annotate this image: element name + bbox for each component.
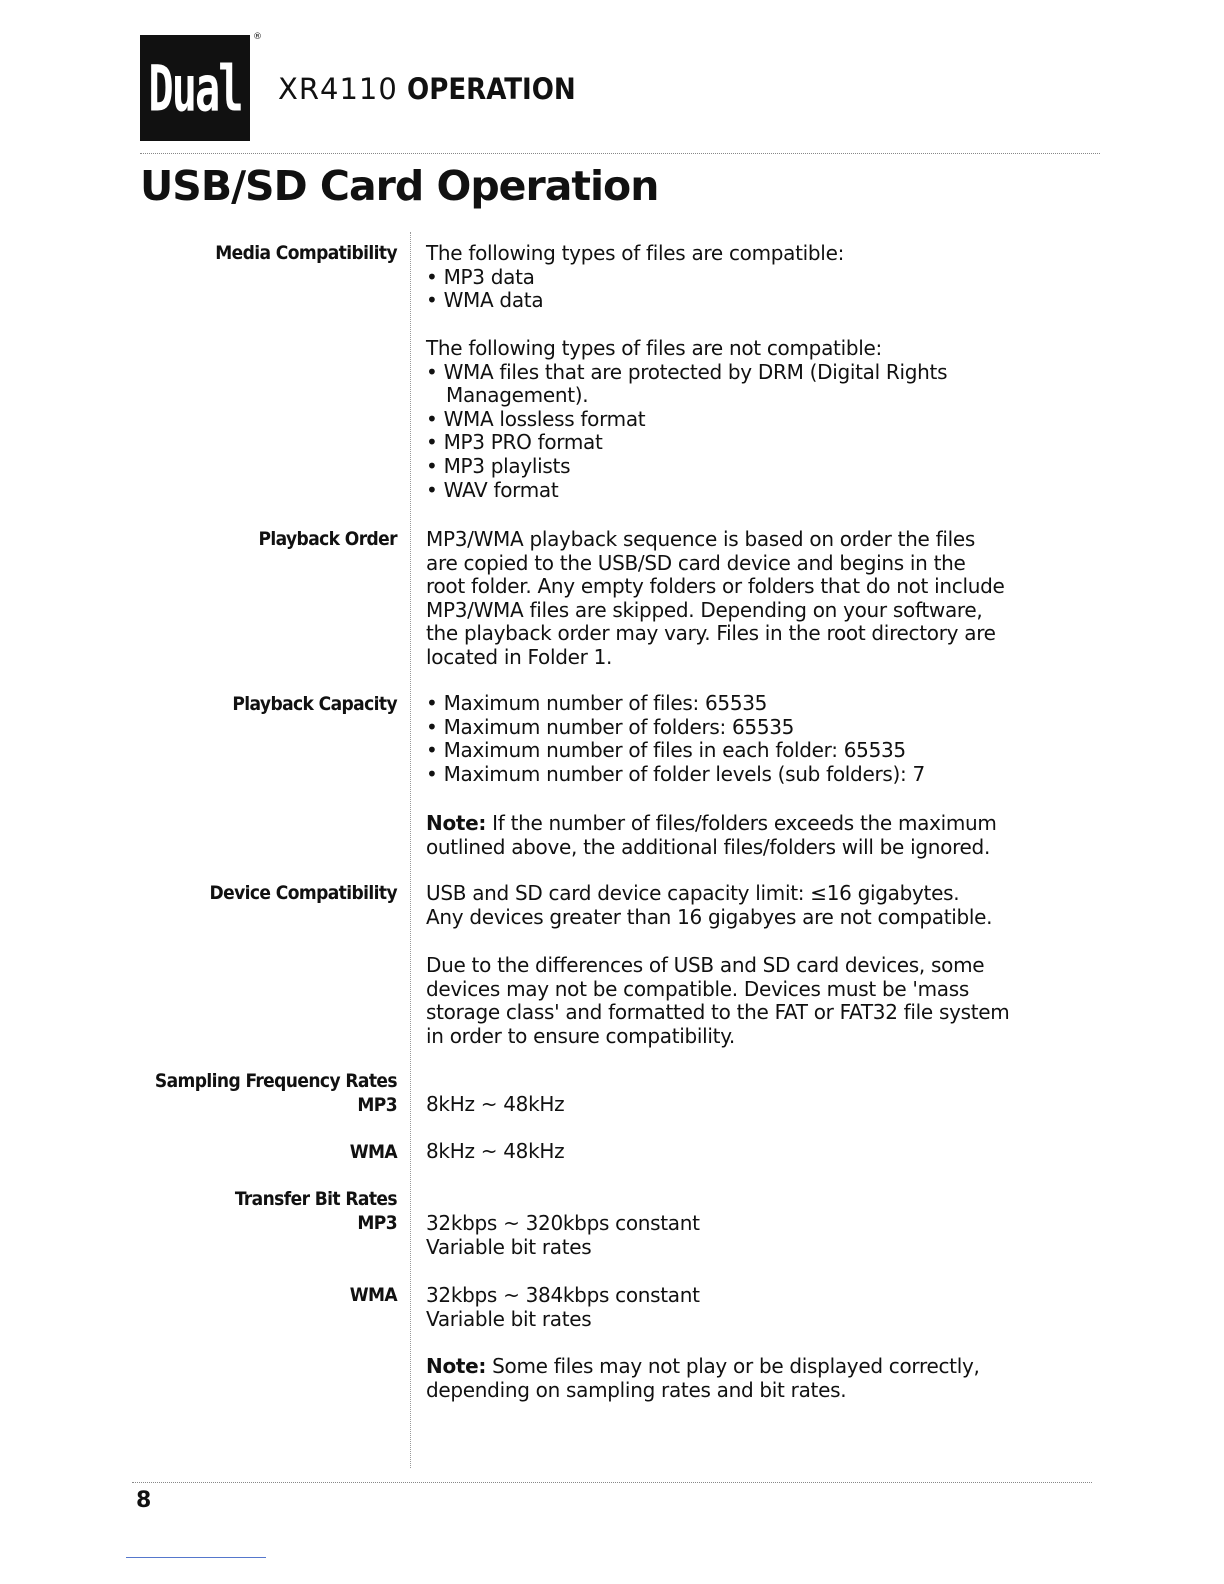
label-playback-order: Playback Order [258,528,397,550]
text-line: root folder. Any empty folders or folders that do not include [426,574,1005,599]
list-item: • Maximum number of folders: 65535 [426,716,925,740]
media-compatibility-content [426,242,844,313]
label-transfer-bit-rates: Transfer Bit Rates [234,1188,397,1210]
device-compatibility-content [426,882,992,929]
list-item: • WMA data [426,289,844,313]
registered-mark: ® [253,32,262,42]
dual-logo [140,35,250,141]
text-line: MP3/WMA files are skipped. Depending on your software, [426,597,983,622]
logo-text: Dual [148,51,242,125]
text-line: MP3/WMA playback sequence is based on order the files [426,527,975,551]
text-line: devices may not be compatible. Devices must be 'mass [426,976,969,1001]
text-line: 32kbps ~ 384kbps constant [426,1283,700,1307]
text-line: in order to ensure compatibility. [426,1023,735,1048]
list-item: • Maximum number of files in each folder: 65535 [426,739,925,763]
top-rule [140,153,1100,154]
label-transfer-wma: WMA [349,1284,397,1306]
incompatible-list-rest [426,408,947,502]
list-item: • Maximum number of folder levels (sub folders): 7 [426,763,925,787]
label-sampling-mp3: MP3 [357,1094,397,1116]
text-line: Variable bit rates [426,1306,592,1331]
note-label: Note: [426,811,487,835]
list-item: • MP3 data [426,266,844,290]
list-item-continuation: Management). [446,383,589,408]
text-line: Due to the differences of USB and SD card devices, some [426,953,985,977]
text-line: located in Folder 1. [426,644,613,669]
list-item: • MP3 playlists [426,455,947,479]
bit-rates-note [426,1355,980,1402]
text-line: USB and SD card device capacity limit: ≤16 gigabytes. [426,881,960,905]
note-text: outlined above, the additional files/folders will be ignored. [426,834,991,859]
header-model: XR4110 [278,72,398,106]
text-line: Variable bit rates [426,1234,592,1259]
incompatible-list [426,361,947,385]
compatible-list [426,266,844,313]
incompatible-intro: The following types of files are not compatible: [426,336,882,360]
text-line: the playback order may vary. Files in the root directory are [426,621,996,646]
list-item: • Maximum number of files: 65535 [426,692,925,716]
note-text: If the number of files/folders exceeds the maximum [486,811,997,835]
note-text: depending on sampling rates and bit rates. [426,1377,847,1402]
header-section: OPERATION [407,72,576,106]
label-media-compatibility: Media Compatibility [215,242,397,264]
label-sampling-wma: WMA [349,1141,397,1163]
note-text: Some files may not play or be displayed correctly, [486,1354,980,1378]
list-item: • WAV format [426,479,947,503]
column-divider [410,232,411,1468]
note-label: Note: [426,1354,487,1378]
text-line: Any devices greater than 16 gigabyes are not compatible. [426,904,993,929]
list-item: • WMA files that are protected by DRM (Digital Rights [426,361,947,385]
bottom-rule [132,1482,1092,1483]
list-item: • WMA lossless format [426,408,947,432]
sampling-wma-value: 8kHz ~ 48kHz [426,1139,565,1163]
transfer-mp3-value [426,1212,700,1259]
label-device-compatibility: Device Compatibility [209,882,397,904]
device-compatibility-details [426,954,1010,1048]
text-line: are copied to the USB/SD card device and begins in the [426,550,966,575]
capacity-list [426,692,925,786]
label-playback-capacity: Playback Capacity [232,693,397,715]
list-item: • MP3 PRO format [426,431,947,455]
page-number: 8 [136,1488,152,1513]
label-transfer-mp3: MP3 [357,1212,397,1234]
label-sampling-frequency: Sampling Frequency Rates [154,1070,397,1092]
header-title [278,71,576,107]
text-line: 32kbps ~ 320kbps constant [426,1211,700,1235]
text-line: storage class' and formatted to the FAT or FAT32 file system [426,1000,1010,1025]
page-title: USB/SD Card Operation [140,162,659,210]
playback-order-content [426,528,1004,670]
compatible-intro: The following types of files are compatible: [426,241,845,265]
sampling-mp3-value: 8kHz ~ 48kHz [426,1092,565,1116]
capacity-note [426,812,997,859]
incompatible-content [426,337,947,502]
transfer-wma-value [426,1284,700,1331]
footer-line [126,1557,266,1558]
playback-capacity-content [426,692,925,786]
